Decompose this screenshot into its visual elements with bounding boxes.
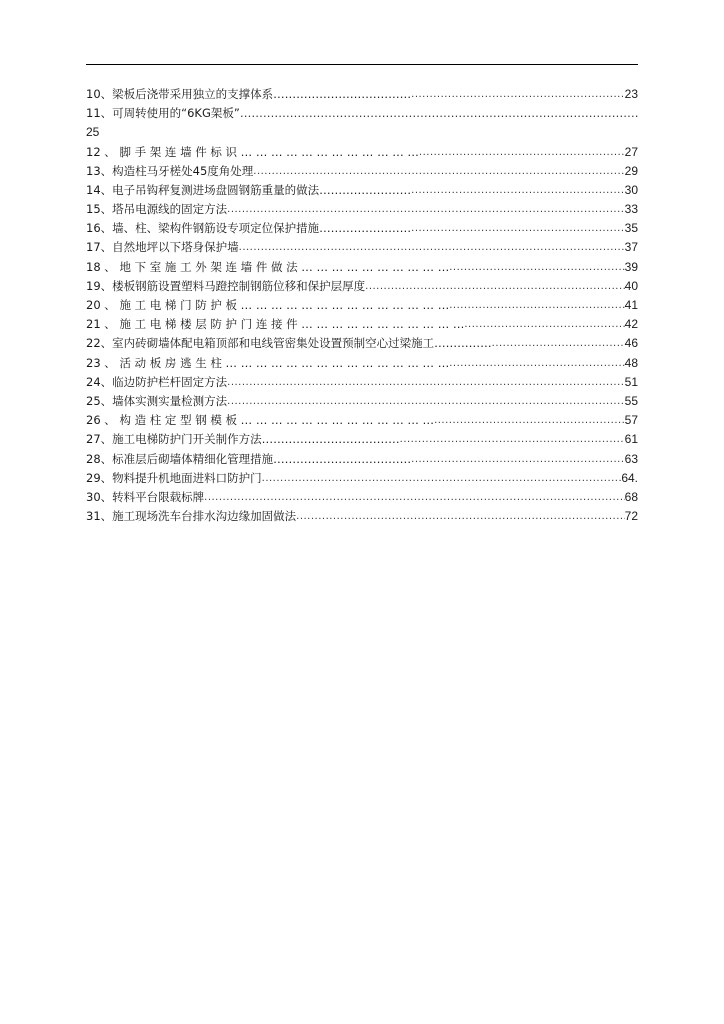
toc-entry-title: 24、临边防护栏杆固定方法 [86,374,228,389]
toc-page-number: 61 [624,432,638,447]
toc-page-number: 63 [624,451,638,466]
toc-entry[interactable] [86,334,638,353]
toc-entry[interactable] [86,219,638,238]
toc-entry-title: 15、塔吊电源线的固定方法 [86,202,228,217]
toc-entry[interactable] [86,315,638,334]
toc-entry[interactable] [86,85,638,104]
toc-leader-dots [411,450,625,469]
toc-page-number: 33 [624,202,638,217]
toc-entry[interactable] [86,430,638,449]
header-rule [86,64,638,65]
toc-entry-title: 16、墙、柱、梁构件钢筋设专项定位保护措施…………………… [86,221,412,236]
toc-entry-title: 28、标准层后砌墙体精细化管理措施……………………………… [86,451,412,466]
toc-leader-dots [365,277,625,296]
toc-leader-dots [400,430,625,449]
toc-entry[interactable] [86,373,638,392]
toc-entry-title: 29、物料提升机地面进料口防护门 [86,470,262,485]
toc-page-number: 30 [624,182,638,197]
toc-leader-dots [227,200,625,219]
toc-page-number: 37 [624,240,638,255]
toc-leader-dots [296,507,625,526]
toc-entry[interactable] [86,488,638,507]
toc-leader-dots [419,143,625,162]
table-of-contents [86,85,638,526]
toc-leader-dots [253,162,624,181]
toc-entry-title: 12 、 脚 手 架 连 墙 件 标 识 … … … … … … … … … … … … [86,144,419,159]
toc-leader-dots [449,258,624,277]
toc-page-number: 55 [624,393,638,408]
toc-entry-title: 21 、 施 工 电 梯 楼 层 防 护 门 连 接 件 … … … … … … … … … … … [86,317,465,332]
toc-page-number: 40 [624,278,638,293]
toc-entry-title: 17、自然地坪以下塔身保护墙 [86,240,239,255]
toc-entry[interactable] [86,200,638,219]
toc-entry[interactable] [86,181,638,200]
toc-page-number: 46 [624,336,638,351]
toc-entry[interactable] [86,162,638,181]
toc-page-number: 68 [624,489,638,504]
toc-leader-dots [492,334,625,353]
toc-leader-dots [434,411,625,430]
toc-entry-title: 20 、 施 工 电 梯 门 防 护 板 … … … … … … … … … … … … … … [86,298,450,313]
toc-entry-title: 25、墙体实测实量检测方法 [86,393,228,408]
toc-entry-title: 19、楼板钢筋设置塑料马蹬控制钢筋位移和保护层厚度 [86,278,366,293]
toc-page-number: 72 [624,509,638,524]
toc-entry[interactable] [86,354,638,373]
toc-page-number: 39 [624,259,638,274]
toc-page-number: 64. [621,470,638,485]
toc-page-number: 35 [624,221,638,236]
toc-page-number: 57 [624,413,638,428]
toc-page-number: 29 [624,163,638,178]
toc-leader-dots [449,354,624,373]
toc-entry[interactable] [86,104,638,123]
toc-entry[interactable] [86,469,638,488]
toc-leader-dots [227,373,625,392]
toc-entry[interactable] [86,258,638,277]
toc-entry-title: 26 、 构 造 柱 定 型 钢 模 板 … … … … … … … … … … … … … [86,413,435,428]
toc-entry[interactable] [86,450,638,469]
toc-entry-title: 30、转料平台限载标牌 [86,489,205,504]
toc-leader-dots [240,104,638,123]
toc-page-number: 48 [624,355,638,370]
toc-entry-title: 27、施工电梯防护门开关制作方法……………………………… [86,432,400,447]
toc-page-number: 27 [624,144,638,159]
toc-entry[interactable] [86,143,638,162]
toc-entry[interactable] [86,507,638,526]
toc-entry[interactable] [86,277,638,296]
toc-leader-dots [411,181,625,200]
toc-entry[interactable] [86,392,638,411]
toc-page-number: 42 [624,317,638,332]
toc-entry[interactable] [86,239,638,258]
toc-page-number-wrapped: 25 [86,125,100,140]
toc-page-number: 41 [624,298,638,313]
toc-entry-title: 22、室内砖砌墙体配电箱顶部和电线管密集处设置预制空心过梁施工…………… [86,336,492,351]
toc-entry-title: 23 、 活 动 板 房 逃 生 柱 … … … … … … … … … … … … … … … [86,355,450,370]
toc-entry-title: 13、构造柱马牙槎处45度角处理 [86,163,254,178]
toc-leader-dots [204,488,625,507]
toc-page-number: 51 [624,374,638,389]
toc-entry-title: 18 、 地 下 室 施 工 外 架 连 墙 件 做 法 … … … … … … … … … … [86,259,450,274]
toc-entry-title: 10、梁板后浇带采用独立的支撑体系……………………………… [86,86,412,101]
toc-leader-dots [464,315,624,334]
toc-entry-title: 11、可周转使用的“6KG架板” [86,106,240,121]
toc-entry-title: 14、电子吊钩秤复测进场盘圆钢筋重量的做法…………………… [86,182,412,197]
toc-entry[interactable] [86,411,638,430]
toc-leader-dots [411,219,625,238]
toc-leader-dots [239,239,625,258]
toc-leader-dots [227,392,625,411]
toc-leader-dots [262,469,622,488]
toc-leader-dots [449,296,624,315]
toc-entry[interactable] [86,296,638,315]
toc-page-number: 23 [624,86,638,101]
toc-entry-title: 31、施工现场洗车台排水沟边缘加固做法 [86,509,297,524]
toc-leader-dots [411,85,625,104]
